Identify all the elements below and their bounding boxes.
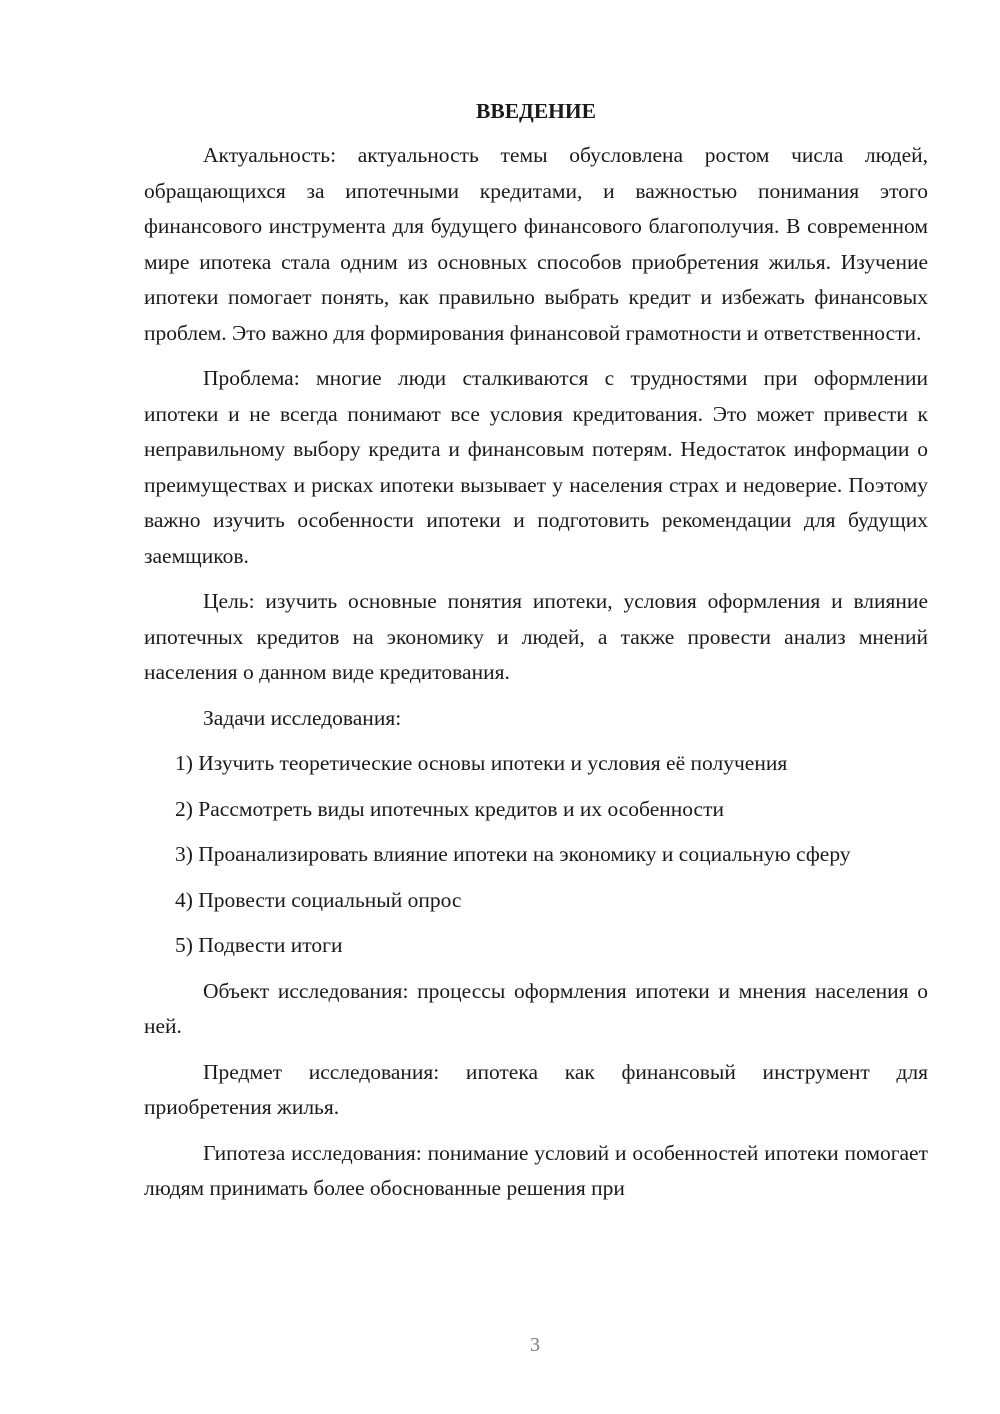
- subject-paragraph: Предмет исследования: ипотека как финансовый инструмент для приобретения жилья.: [144, 1059, 928, 1119]
- section-title: ВВЕДЕНИЕ: [476, 99, 596, 123]
- object-paragraph: Объект исследования: процессы оформления ипотеки и мнения населения о ней.: [144, 978, 928, 1038]
- tasks-heading: Задачи исследования:: [203, 705, 402, 730]
- page-number: 3: [530, 1334, 540, 1356]
- task-item: 4) Провести социальный опрос: [175, 887, 462, 912]
- task-item: 2) Рассмотреть виды ипотечных кредитов и их особенности: [175, 796, 724, 821]
- relevance-paragraph: Актуальность: актуальность темы обусловлена ростом числа людей, обращающихся за ипотечными кредитами, и важностью понимания этого финансового инструмента для будущего финансового благополучия. В современном мире ипотека стала одним из основных способов приобретения жилья. Изучение ипотеки помогает понять, как правильно выбрать кредит и избежать финансовых проблем. Это важно для формирования финансовой грамотности и ответственности.: [144, 143, 928, 345]
- problem-paragraph: Проблема: многие люди сталкиваются с трудностями при оформлении ипотеки и не всегда понимают все условия кредитования. Это может привести к неправильному выбору кредита и финансовым потерям. Недостаток информации о преимуществах и рисках ипотеки вызывает у населения страх и недоверие. Поэтому важно изучить особенности ипотеки и подготовить рекомендации для будущих заемщиков.: [144, 366, 928, 568]
- task-item: 1) Изучить теоретические основы ипотеки и условия её получения: [175, 751, 788, 775]
- goal-paragraph: Цель: изучить основные понятия ипотеки, условия оформления и влияние ипотечных кредитов на экономику и людей, а также провести анализ мнений населения о данном виде кредитования.: [144, 589, 928, 684]
- document-body: [144, 96, 928, 1217]
- hypothesis-paragraph: Гипотеза исследования: понимание условий и особенностей ипотеки помогает людям принимать более обоснованные решения при: [144, 1140, 928, 1200]
- task-item: 5) Подвести итоги: [175, 933, 343, 957]
- task-item: 3) Проанализировать влияние ипотеки на экономику и социальную сферу: [175, 842, 851, 866]
